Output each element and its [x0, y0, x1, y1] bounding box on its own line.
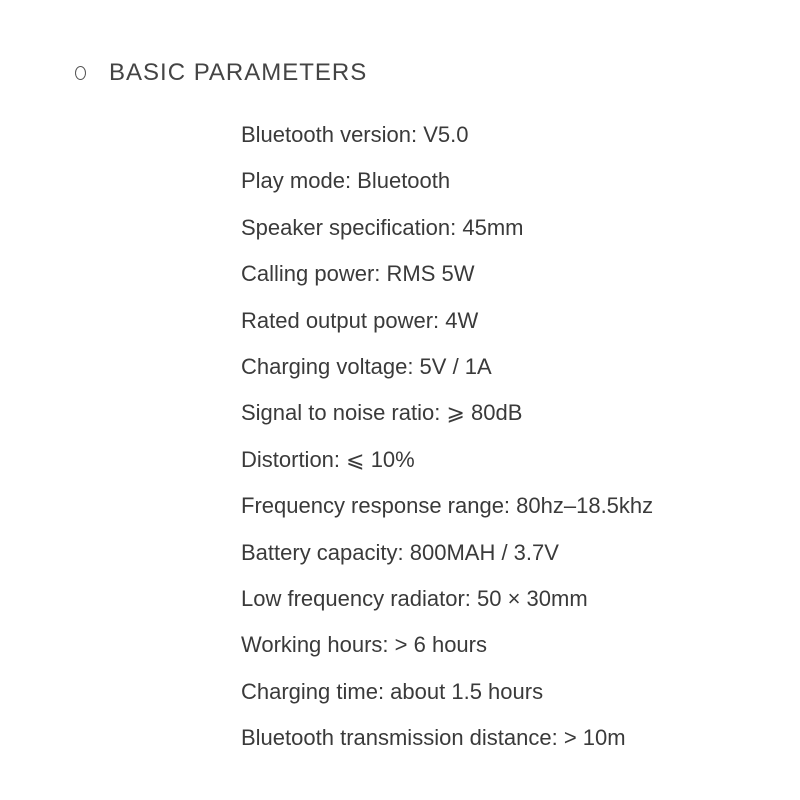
param-speaker-specification: Speaker specification: 45mm [241, 214, 524, 240]
section-header [75, 58, 367, 88]
section-title: BASIC PARAMETERS [109, 59, 368, 86]
param-transmission-distance: Bluetooth transmission distance: > 10m [241, 725, 626, 751]
param-battery-capacity: Battery capacity: 800MAH / 3.7V [241, 539, 559, 565]
param-distortion: Distortion: ⩽ 10% [241, 446, 415, 472]
param-play-mode: Play mode: Bluetooth [241, 168, 451, 194]
param-rated-output-power: Rated output power: 4W [241, 307, 479, 333]
param-charging-voltage: Charging voltage: 5V / 1A [241, 353, 492, 379]
param-calling-power: Calling power: RMS 5W [241, 261, 475, 287]
parameter-list [241, 118, 653, 767]
param-charging-time: Charging time: about 1.5 hours [241, 678, 544, 704]
param-working-hours: Working hours: > 6 hours [241, 632, 487, 658]
param-frequency-response-range: Frequency response range: 80hz–18.5khz [241, 493, 654, 519]
param-low-frequency-radiator: Low frequency radiator: 50 × 30mm [241, 585, 588, 611]
param-bluetooth-version: Bluetooth version: V5.0 [241, 122, 469, 147]
param-signal-to-noise-ratio: Signal to noise ratio: ⩾ 80dB [241, 400, 523, 426]
circle-outline-icon [75, 66, 86, 80]
